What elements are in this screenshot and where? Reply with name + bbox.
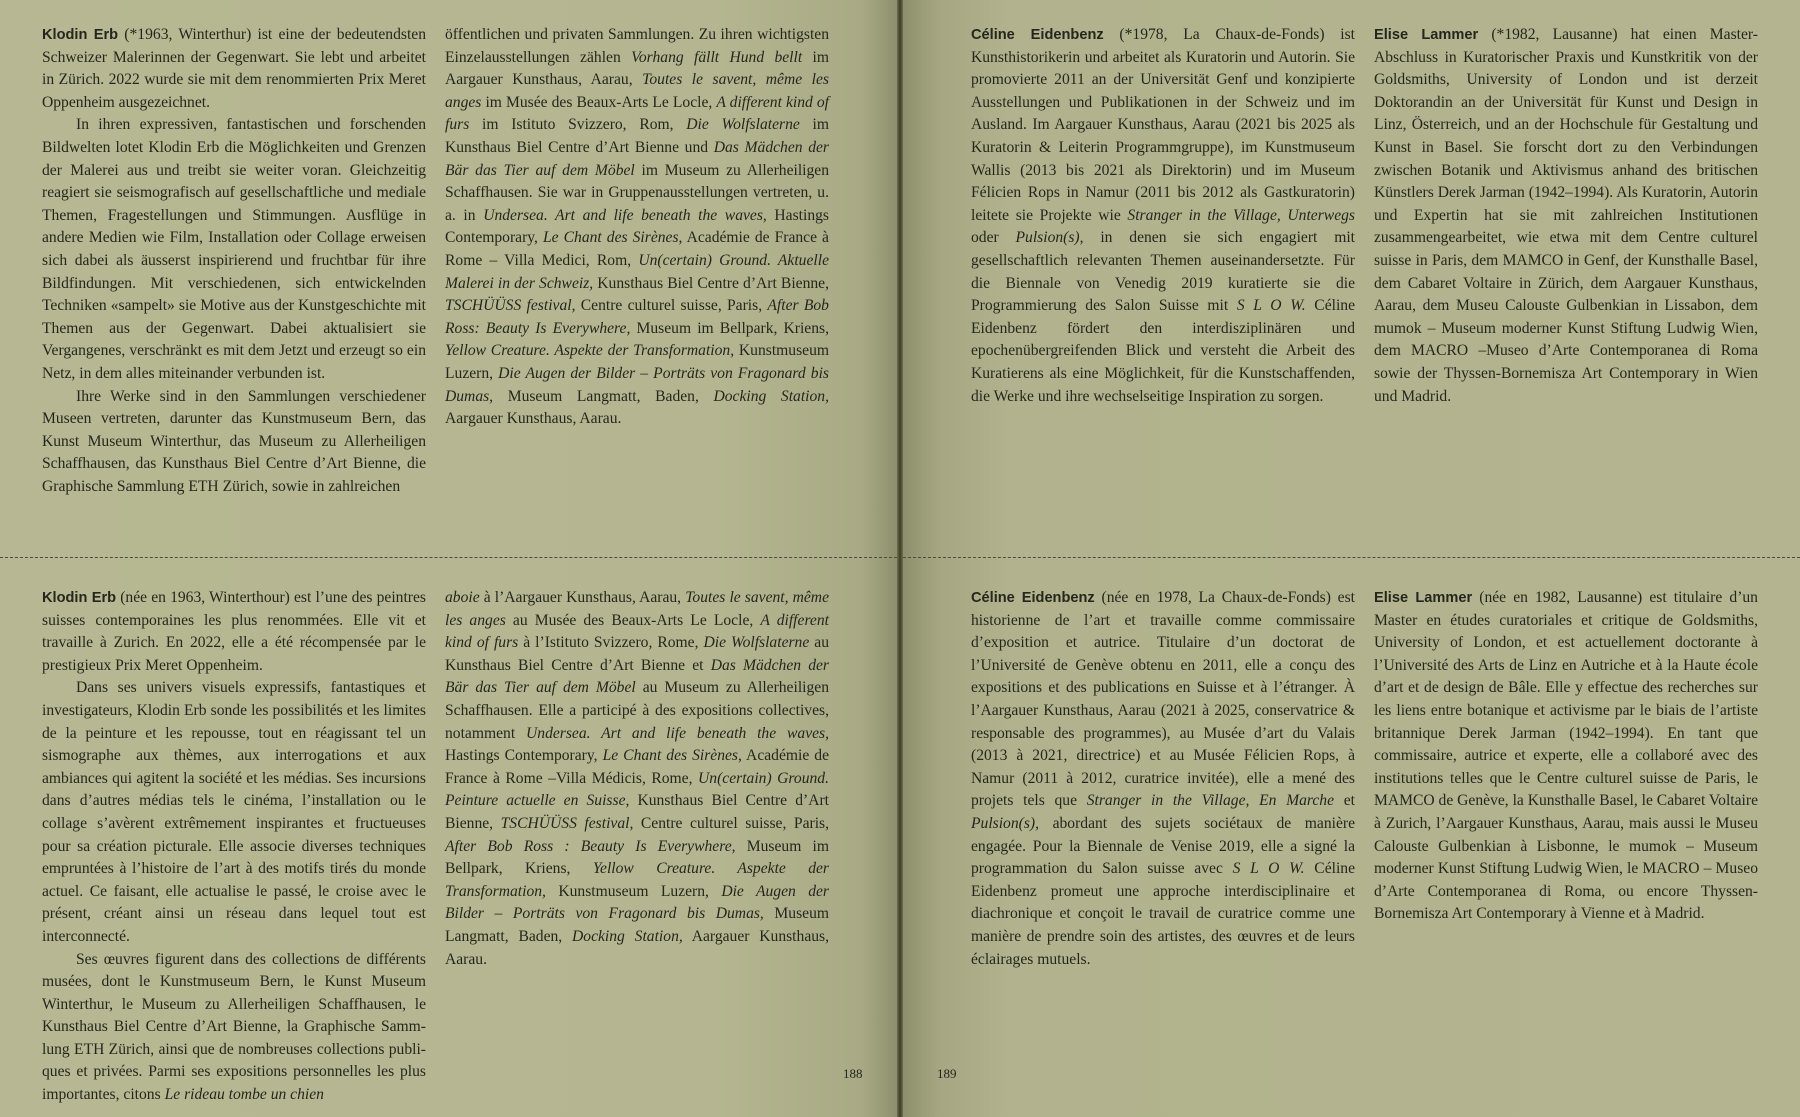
paragraph: Klodin Erb (née en 1963, Winterthour) est l’une des peintres suisses contemporaines les plus renommées. Elle vit et travaille à Zurich. En 2022, elle a été récompensée par le prestigieux Prix Meret Oppenheim. [42,589,426,674]
cut-line-right [903,557,1800,558]
paragraph: Céline Eidenbenz (*1978, La Chaux-de-Fonds) ist Kunsthistorikerin und arbeitet als Kuratorin und Autorin. Sie promovierte 2011 an der Universität Genf und konzipierte Ausstellungen und Publikationen in der Schweiz und im Ausland. Im Aargauer Kunsthaus, Aarau (2021 bis 2025 als Kuratorin & Leiterin Programmgruppe), im Kunstmuseum Wallis (2013 bis 2021 als Direktorin) und im Museum Félicien Rops in Namur (2011 bis 2012 als Gastkuratorin) leitete sie Projekte wie Stranger in the Village, Unterwegs oder Pulsion(s), in denen sie sich engagiert mit gesellschaftlich relevanten Themen auseinandersetzte. Für die Biennale von Venedig 2019 kuratierte sie die Programmierung des Salon Suisse mit S L O W. Céline Eidenbenz fördert den interdisziplinären und epochenübergreifenden Blick und versteht die Arbeit des Kuratierens als eine Möglichkeit, für die Kunstschaffenden, die Werke und ihre wechselseitige Inspiration zu sorgen. [971,26,1355,405]
elise-lammer-fr-bio [1374,587,1758,926]
author-name: Klodin Erb [42,590,117,606]
paragraph: Klodin Erb (*1963, Winterthur) ist eine der bedeutendsten Schweizer Malerinnen der Gegenwart. Sie lebt und arbeitet in Zürich. 2022 wurde sie mit dem renommierten Prix Meret Oppenheim ausgezeichnet. [42,26,426,111]
paragraph: Céline Eidenbenz (née en 1978, La Chaux-de-Fonds) est historienne de l’art et travaille comme commissaire d’exposition et autrice. Titulaire d’un doctorat de l’Université de Genève obtenu en 2011, elle a conçu des expositions et des publications en Suisse et à l’étranger. À l’Aargauer Kunsthaus, Aarau (2021 à 2025, conservatrice & responsable des programmes), au Musée d’art du Valais (2013 à 2021, directrice) et au Musée Félicien Rops, à Namur (2011 à 2012, curatrice invitée), elle a mené des projets tels que Stranger in the Village, En Marche et Pulsion(s), abordant des sujets sociétaux de manière engagée. Pour la Biennale de Venise 2019, elle a signé la programmation du Salon suisse avec S L O W. Céline Eidenbenz promeut une approche interdisciplinaire et diachronique et conçoit le travail de curatrice comme une manière de prendre soin des artistes, des œuvres et de leurs éclairages mutuels. [971,589,1355,968]
author-name: Klodin Erb [42,27,119,43]
paragraph: Elise Lammer (*1982, Lausanne) hat einen Master-Abschluss in Kuratorischer Praxis und Kunstkritik von der Goldsmiths, University of London und ist derzeit Doktorandin an der Universität für Kunst und Design in Linz, Österreich, und an der Hochschule für Gestaltung und Kunst in Basel. Sie forscht dort zu den Verbindungen zwischen Botanik und Aktivismus anhand des britischen Künstlers Derek Jarman (1942–1994). Als Kuratorin, Autorin und Expertin hat sie mit zahlreichen Institutionen zusammengearbeitet, wie etwa mit dem Centre culturel suisse in Paris, dem MAMCO in Genf, der Kunsthalle Basel, dem Cabaret Voltaire in Zürich, dem Aargauer Kunsthaus, Aarau, dem Museu Calouste Gulbenkian in Lissabon, dem mumok – Museum moderner Kunst Stiftung Ludwig Wien, dem MACRO –Museo d’Arte Contemporanea di Roma sowie der Thyssen-Bornemisza Art Contemporary in Wien und Madrid. [1374,26,1758,405]
paragraph: aboie à l’Aargauer Kunsthaus, Aarau, Toutes le savent, même les anges au Musée des Beaux-Arts Le Locle, A different kind of furs à l’Istituto Svizzero, Rome, Die Wolfslaterne au Kunsthaus Biel Centre d’Art Bienne et Das Mädchen der Bär das Tier auf dem Möbel au Museum zu Allerheiligen Schaffhausen. Elle a participé à des expositions collectives, notamment Undersea. Art and life beneath the waves, Hastings Contemporary, Le Chant des Sirènes, Académie de France à Rome –Villa Médicis, Rome, Un(certain) Ground. Peinture actuelle en Suisse, Kunsthaus Biel Centre d’Art Bienne, TSCHÜÜSS festival, Centre culturel suisse, Paris, After Bob Ross : Beauty Is Everywhere, Museum im Bellpark, Kriens, Yellow Creature. Aspekte der Transformation, Kunstmuseum Luzern, Die Augen der Bilder – Porträts von Fragonard bis Dumas, Museum Langmatt, Baden, Docking Station, Aargauer Kunsthaus, Aarau. [445,589,830,968]
right-page [903,0,1800,1117]
cut-line-left [0,557,897,558]
klodin-erb-fr-bio [42,587,426,1107]
paragraph: Ses œuvres figurent dans des collections de différents musées, dont le Kunstmuseum Bern, le Kunst Museum Winterthur, le Museum zu Allerheiligen Schaffhausen, le Kunsthaus Biel Centre d’Art Bienne, la Graphische Samm-lung ETH Zürich, ainsi que de nombreuses collections publi-ques et privées. Parmi ses expositions personnelles les plus importantes, citons Le rideau tombe un chien [42,950,426,1104]
author-name: Elise Lammer [1374,27,1479,43]
paragraph: Elise Lammer (née en 1982, Lausanne) est titulaire d’un Master en études curatoriales et critique de Goldsmiths, University of London, et est actuellement doctorante à l’Université des Arts de Linz en Autriche et à la Haute école d’art et de design de Bâle. Elle y effectue des recherches sur les liens entre botanique et activisme par le biais de l’artiste britannique Derek Jarman (1942–1994). En tant que commissaire, autrice et experte, elle a collaboré avec des institutions telles que le Centre culturel suisse de Paris, le MAMCO de Genève, la Kunsthalle Basel, le Cabaret Voltaire à Zurich, l’Aargauer Kunsthaus, Aarau, mais aussi le Museu Calouste Gulbenkian à Lisbonne, le mumok – Museum moderner Kunst Stiftung Ludwig Wien, le MACRO – Museo d’Arte Contemporanea di Roma, ou encore Thyssen-Bornemisza Art Contemporary à Vienne et à Madrid. [1374,589,1758,923]
author-name: Elise Lammer [1374,590,1473,606]
author-name: Céline Eidenbenz [971,27,1104,43]
celine-eidenbenz-de-bio [971,24,1355,408]
paragraph: Ihre Werke sind in den Sammlungen verschiedener Museen vertreten, darunter das Kunstmuseum Bern, das Kunst Museum Winterthur, das Museum zu Allerheiligen Schaffhausen, das Kunsthaus Biel Centre d’Art Bienne, die Graphische Sammlung ETH Zürich, sowie in zahlreichen [42,387,426,495]
author-name: Céline Eidenbenz [971,590,1095,606]
klodin-erb-de-bio [42,24,426,498]
klodin-erb-de-exhibitions [445,24,829,431]
paragraph: In ihren expressiven, fantastischen und forschenden Bildwelten lotet Klodin Erb die Möglichkeiten und Grenzen der Malerei aus und treibt sie weiter voran. Gleichzeitig reagiert sie seismografisch auf gesellschaftliche und mediale Themen, Fragestellungen und Stimmungen. Ausflüge in andere Medien wie Film, Installation oder Collage erweisen sich dabei als äusserst inspirierend und fruchtbar für ihre Bildfindungen. Mit verschiedenen, sich entwickelnden Techniken «sampelt» sie Motive aus der Kunstgeschichte mit Themen aus der Gegenwart. Dabei aktualisiert sie Vergangenes, verschränkt es mit dem Jetzt und erzeugt so ein Netz, in dem alles miteinander verbunden ist. [42,116,426,382]
paragraph: Dans ses univers visuels expressifs, fantastiques et investigateurs, Klodin Erb sonde les possibilités et les limites de la peinture et les repousse, tout en réagissant tel un sismographe aux thèmes, aux interrogations et aux ambiances qui agitent la société et les médias. Ses incursions dans d’autres médias tels le cinéma, l’installation ou le collage s’avèrent extrêmement inspirantes et fructueuses pour sa création picturale. Elle associe diverses techniques empruntées à l’histoire de l’art à des motifs tirés du monde actuel. Ce faisant, elle actualise le passé, le croise avec le présent, créant ainsi un réseau dans lequel tout est interconnecté. [42,679,426,945]
page-number-right: 189 [937,1066,957,1081]
left-page [0,0,897,1117]
klodin-erb-fr-exhibitions [445,587,829,971]
paragraph: öffentlichen und privaten Sammlungen. Zu ihren wichtigsten Einzelausstellungen zählen Vorhang fällt Hund bellt im Aargauer Kunsthaus, Aarau, Toutes le savent, même les anges im Musée des Beaux-Arts Le Locle, A different kind of furs im Istituto Svizzero, Rom, Die Wolfslaterne im Kunsthaus Biel Centre d’Art Bienne und Das Mädchen der Bär das Tier auf dem Möbel im Museum zu Allerheiligen Schaffhausen. Sie war in Gruppenausstellungen vertreten, u. a. in Undersea. Art and life beneath the waves, Hastings Contemporary, Le Chant des Sirènes, Académie de France à Rome – Villa Medici, Rom, Un(certain) Ground. Aktuelle Malerei in der Schweiz, Kunsthaus Biel Centre d’Art Bienne, TSCHÜÜSS festival, Centre culturel suisse, Paris, After Bob Ross: Beauty Is Everywhere, Museum im Bellpark, Kriens, Yellow Creature. Aspekte der Transformation, Kunstmuseum Luzern, Die Augen der Bilder – Porträts von Fragonard bis Dumas, Museum Langmatt, Baden, Docking Station, Aargauer Kunsthaus, Aarau. [445,26,830,428]
page-number-left: 188 [843,1066,863,1081]
elise-lammer-de-bio [1374,24,1758,408]
celine-eidenbenz-fr-bio [971,587,1355,971]
